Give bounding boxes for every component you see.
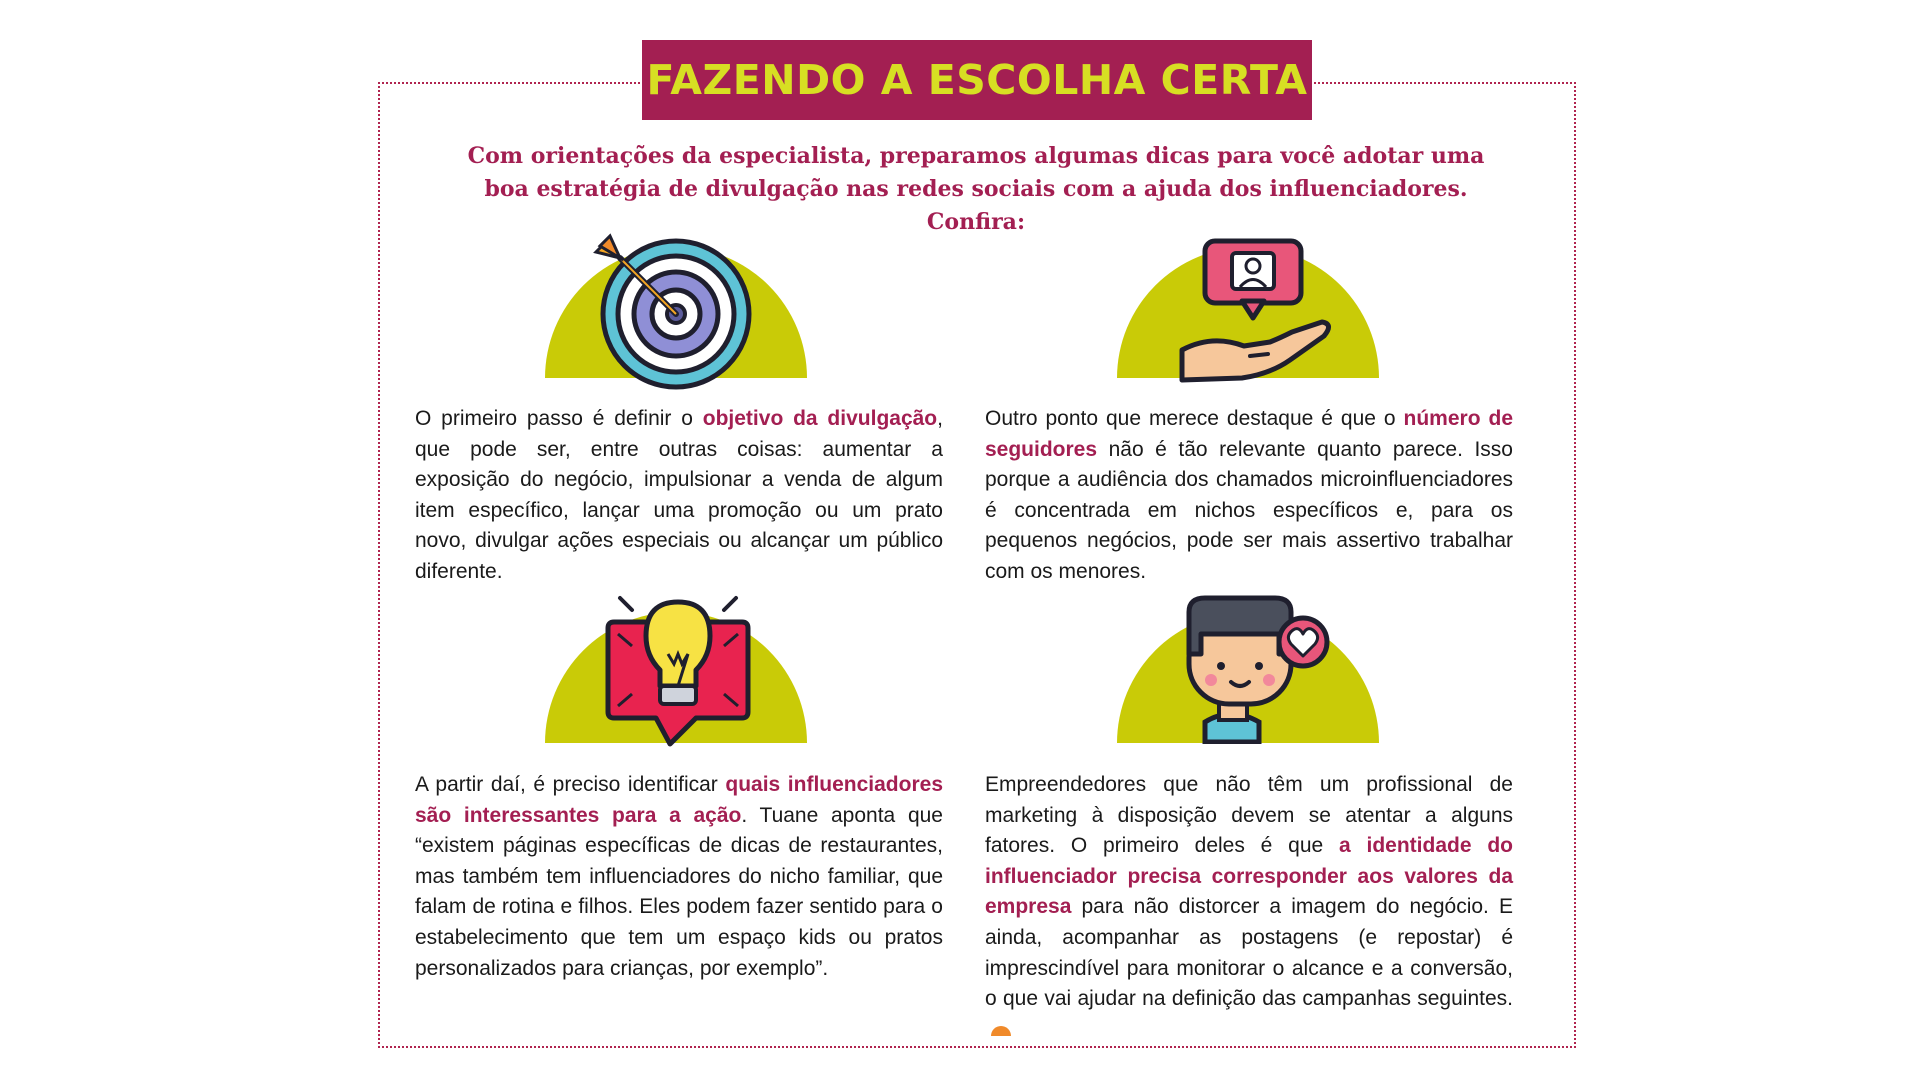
influencer-avatar-icon bbox=[1175, 594, 1335, 744]
tip-paragraph-3 bbox=[415, 770, 943, 984]
intro-line: boa estratégia de divulgação nas redes sociais com a ajuda dos influenciadores. bbox=[484, 176, 1468, 202]
follower-hand-icon bbox=[1172, 238, 1342, 388]
tip-text: , que pode ser, entre outras coisas: aumentar a exposição do negócio, impulsionar a venda de algum item específico, lançar uma promoção ou um prato novo, divulgar ações especiais ou alcançar um público diferente. bbox=[415, 407, 943, 583]
tip-text: não é tão relevante quanto parece. Isso porque a audiência dos chamados microinfluenciadores é concentrada em nichos específicos e, para os pequenos negócios, pode ser mais assertivo trabalhar com os menores. bbox=[985, 437, 1513, 583]
tip-text: O primeiro passo é definir o bbox=[415, 407, 703, 430]
title-banner bbox=[642, 40, 1312, 120]
tip-paragraph-1 bbox=[415, 404, 943, 588]
intro-text bbox=[440, 140, 1512, 239]
tip-text: Outro ponto que merece destaque é que o bbox=[985, 407, 1404, 430]
tip-highlight: número de seguidores bbox=[985, 407, 1513, 461]
tip-highlight: a identidade do influenciador precisa corresponder aos valores da empresa bbox=[985, 834, 1513, 919]
tip-text: . Tuane aponta que “existem páginas específicas de dicas de restaurantes, mas também tem influenciadores do nicho familiar, que falam de rotina e filhos. Eles podem fazer sentido para o estabelecimento que tem um espaço kids ou pratos personalizados para crianças, por exemplo”. bbox=[415, 803, 943, 980]
tip-paragraph-4 bbox=[985, 770, 1513, 1045]
intro-line: Com orientações da especialista, preparamos algumas dicas para você adotar uma bbox=[467, 143, 1485, 169]
tip-text: Empreendedores que não têm um profissional de marketing à disposição devem se atentar a alguns fatores. O primeiro deles é que bbox=[985, 773, 1513, 858]
end-mark-icon bbox=[991, 1026, 1011, 1036]
tip-paragraph-2 bbox=[985, 404, 1513, 588]
page-title: FAZENDO A ESCOLHA CERTA bbox=[646, 56, 1308, 104]
target-icon bbox=[590, 232, 760, 392]
tip-text: para não distorcer a imagem do negócio. E ainda, acompanhar as postagens (e repostar) é imprescindível para monitorar o alcance e a conversão, o que vai ajudar na definição das campanhas seguintes. bbox=[985, 895, 1513, 1011]
tip-text: A partir daí, é preciso identificar bbox=[415, 773, 726, 796]
intro-line: Confira: bbox=[926, 209, 1026, 235]
tip-highlight: quais influenciadores são interessantes para a ação bbox=[415, 773, 943, 827]
idea-bulb-icon bbox=[598, 594, 758, 752]
tip-highlight: objetivo da divulgação bbox=[702, 407, 938, 430]
